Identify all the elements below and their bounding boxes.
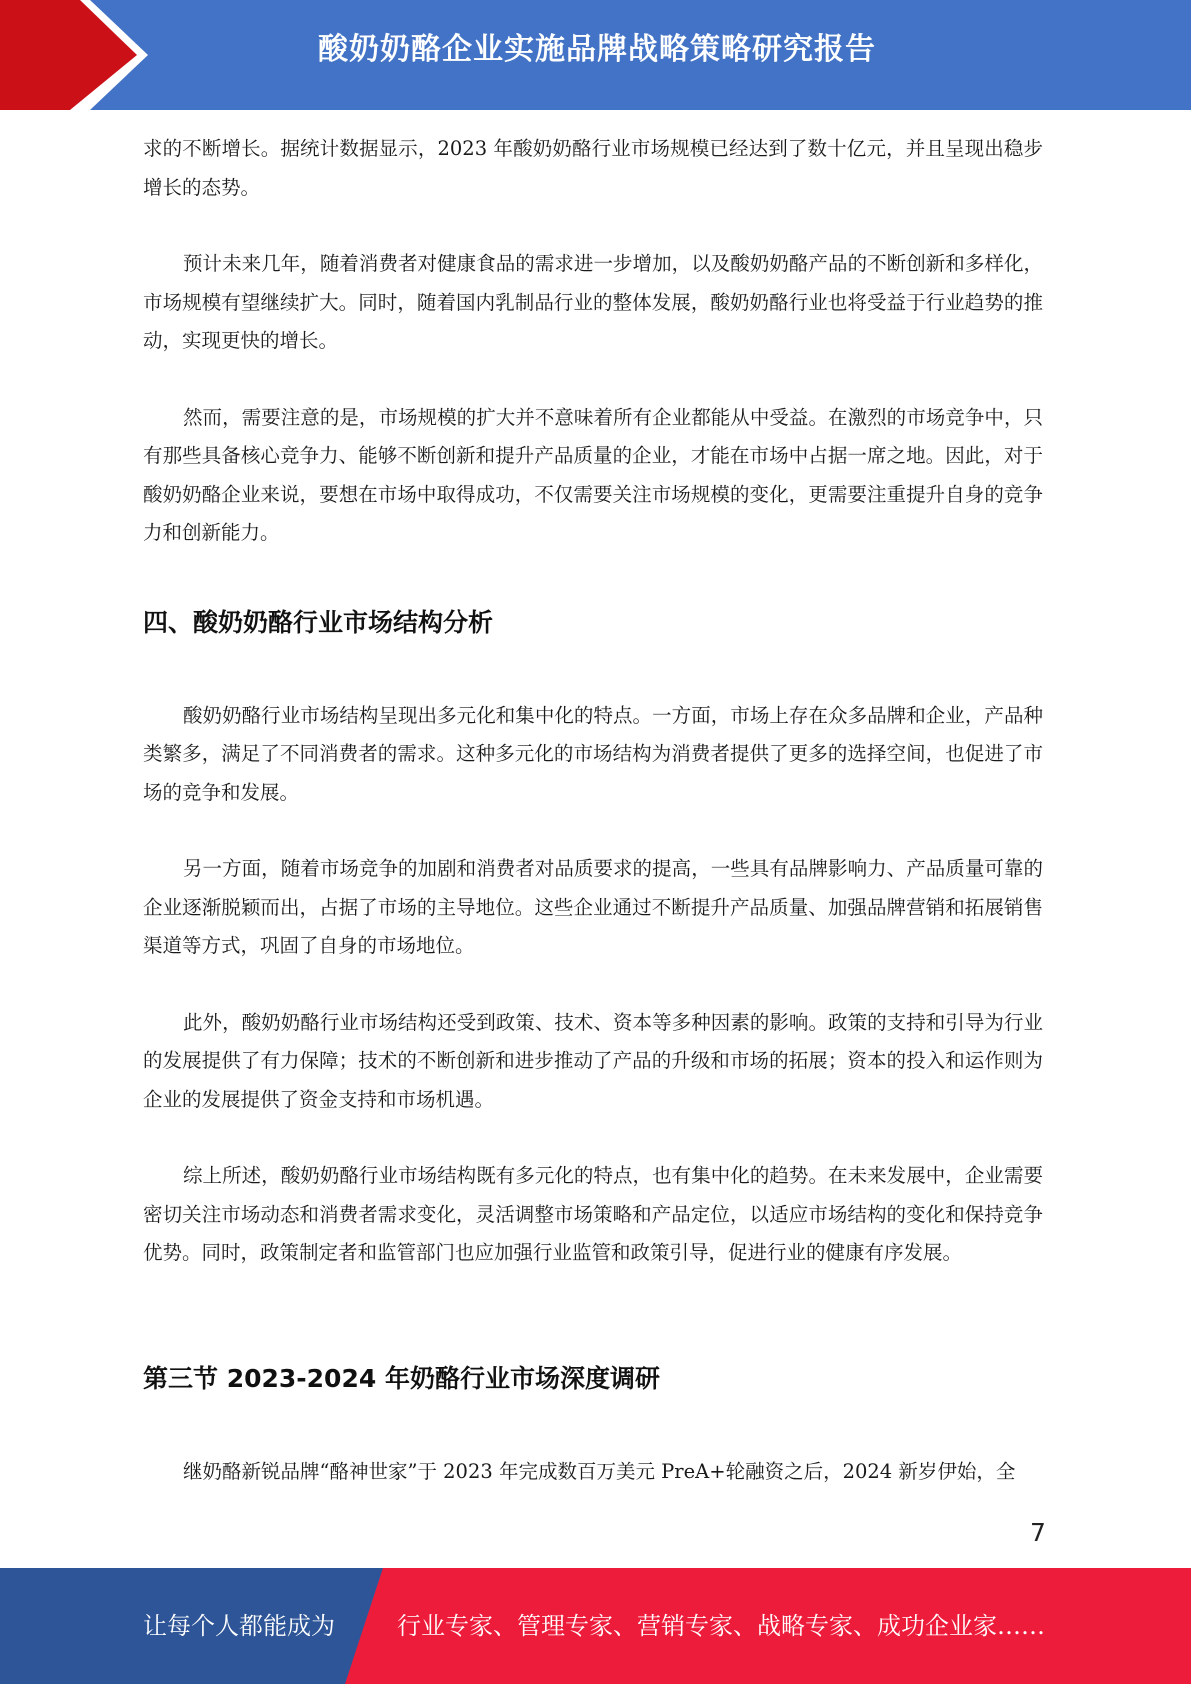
paragraph: 预计未来几年，随着消费者对健康食品的需求进一步增加，以及酸奶奶酪产品的不断创新和多样化，市场规模有望继续扩大。同时，随着国内乳制品行业的整体发展，酸奶奶酪行业也将受益于行业趋势的推动，实现更快的增长。 [143,252,1043,352]
section-heading: 第三节 2023-2024 年奶酪行业市场深度调研 [143,1363,660,1393]
paragraph: 此外，酸奶奶酪行业市场结构还受到政策、技术、资本等多种因素的影响。政策的支持和引导为行业的发展提供了有力保障；技术的不断创新和进步推动了产品的升级和市场的拓展；资本的投入和运作则为企业的发展提供了资金支持和市场机遇。 [143,1010,1043,1111]
footer-slogan-left: 让每个人都能成为 [143,1612,335,1640]
report-title: 酸奶奶酪企业实施品牌战略策略研究报告 [318,32,876,67]
footer-bar [0,1568,1191,1684]
footer-slogan-right: 行业专家、管理专家、营销专家、战略专家、成功企业家…… [397,1612,1045,1640]
paragraph: 另一方面，随着市场竞争的加剧和消费者对品质要求的提高，一些具有品牌影响力、产品质量可靠的企业逐渐脱颖而出，占据了市场的主导地位。这些企业通过不断提升产品质量、加强品牌营销和拓展销售渠道等方式，巩固了自身的市场地位。 [143,857,1043,957]
header-red-arrow-shape [0,0,160,110]
section-heading: 四、酸奶奶酪行业市场结构分析 [143,607,494,637]
header-red-chevron [0,0,137,110]
paragraph: 综上所述，酸奶奶酪行业市场结构既有多元化的特点，也有集中化的趋势。在未来发展中，企业需要密切关注市场动态和消费者需求变化，灵活调整市场策略和产品定位，以适应市场结构的变化和保持竞争优势。同时，政策制定者和监管部门也应加强行业监管和政策引导，促进行业的健康有序发展。 [143,1164,1043,1264]
page-number: 7 [1030,1518,1046,1547]
paragraph: 然而，需要注意的是，市场规模的扩大并不意味着所有企业都能从中受益。在激烈的市场竞争中，只有那些具备核心竞争力、能够不断创新和提升产品质量的企业，才能在市场中占据一席之地。因此，对于酸奶奶酪企业来说，要想在市场中取得成功，不仅需要关注市场规模的变化，更需要注重提升自身的竞争力和创新能力。 [143,405,1043,544]
paragraph: 继奶酪新锐品牌“酪神世家”于 2023 年完成数百万美元 PreA+轮融资之后，2024 新岁伊始，全 [183,1459,1016,1483]
paragraph: 求的不断增长。据统计数据显示，2023 年酸奶奶酪行业市场规模已经达到了数十亿元，并且呈现出稳步增长的态势。 [143,137,1043,199]
header-bar [0,0,1191,110]
page-content [143,130,1043,1491]
paragraph: 酸奶奶酪行业市场结构呈现出多元化和集中化的特点。一方面，市场上存在众多品牌和企业，产品种类繁多，满足了不同消费者的需求。这种多元化的市场结构为消费者提供了更多的选择空间，也促进了市场的竞争和发展。 [143,703,1043,804]
